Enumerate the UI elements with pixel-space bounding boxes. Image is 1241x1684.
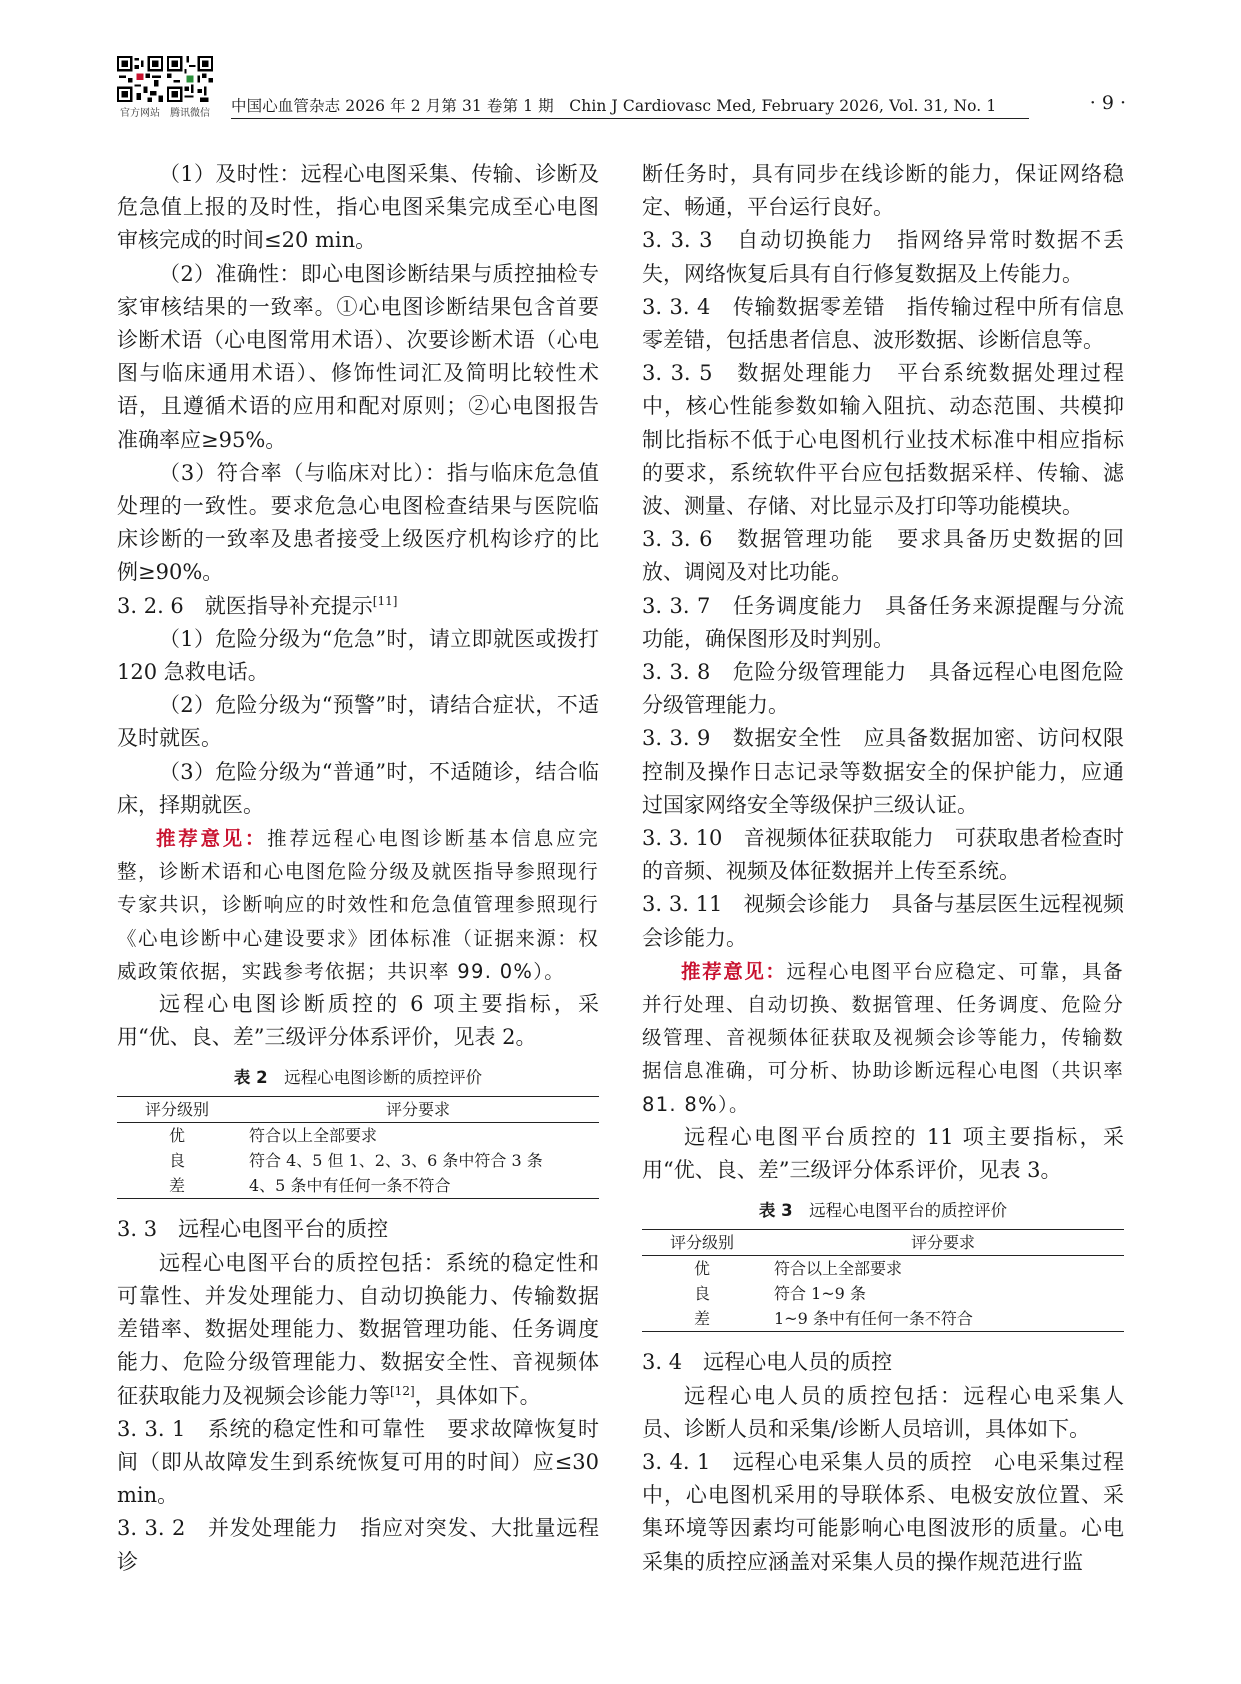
- table-cell: 优: [693, 1259, 710, 1279]
- section-heading-3-2-6: [117, 590, 599, 623]
- header-rule: [231, 118, 1029, 119]
- recommendation-label: 推荐意见：: [156, 827, 268, 851]
- paragraph-text: ，具体如下。: [414, 1383, 541, 1408]
- citation-ref[interactable]: [12]: [390, 1383, 415, 1398]
- table-2-grid: [117, 1096, 599, 1199]
- paragraph-platform-qc: [117, 1247, 599, 1413]
- table-cell: 符合 4、5 但 1、2、3、6 条中符合 3 条: [249, 1151, 543, 1171]
- table-3-caption: [642, 1199, 1124, 1223]
- left-column: [117, 158, 599, 1579]
- paragraph-accuracy: （2）准确性：即心电图诊断结果与质控抽检专家审核结果的一致率。①心电图诊断结果包含首要诊断术语（心电图常用术语）、次要诊断术语（心电图与临床通用术语）、修饰性词汇及简明比较性术语，且遵循术语的应用和配对原则；②心电图报告准确率应≥95%。: [117, 261, 599, 452]
- table-row: [642, 1256, 1124, 1282]
- paragraph-3-3-6: 3. 3. 6 数据管理功能 要求具备历史数据的回放、调阅及对比功能。: [642, 527, 1124, 585]
- table-row: [117, 1148, 599, 1173]
- paragraph-normal: （3）危险分级为“普通”时，不适随诊，结合临床，择期就医。: [117, 759, 599, 817]
- paragraph-3-3-2-continued: 断任务时，具有同步在线诊断的能力，保证网络稳定、畅通，平台运行良好。: [642, 162, 1124, 220]
- section-heading-3-4: 3. 4 远程心电人员的质控: [642, 1350, 893, 1375]
- paragraph-text: 远程心电图平台的质控包括：系统的稳定性和可靠性、并发处理能力、自动切换能力、传输数据差错率、数据处理能力、数据管理功能、任务调度能力、危险分级管理能力、数据安全性、音视频体征获取能力及视频会诊能力等: [117, 1250, 599, 1408]
- recommendation-label: 推荐意见：: [681, 959, 787, 983]
- paragraph-table2-intro: 远程心电图诊断质控的 6 项主要指标，采用“优、良、差”三级评分体系评价，见表 2。: [117, 992, 599, 1050]
- paragraph-3-3-2: 3. 3. 2 并发处理能力 指应对突发、大批量远程诊: [117, 1516, 599, 1574]
- qr-label-wechat: 腾讯微信: [170, 108, 210, 119]
- table-2-caption: [117, 1066, 599, 1090]
- paragraph-warning: （2）危险分级为“预警”时，请结合症状，不适及时就医。: [117, 693, 599, 751]
- table-row: [642, 1281, 1124, 1306]
- table-cell: 差: [117, 1173, 237, 1199]
- table-row: [642, 1306, 1124, 1332]
- table-cell: 符合以上全部要求: [774, 1259, 903, 1279]
- table-cell: 差: [642, 1306, 762, 1332]
- table-header-cell: 评分要求: [762, 1230, 1124, 1256]
- paragraph-3-4-1: 3. 4. 1 远程心电采集人员的质控 心电采集过程中，心电图机采用的导联体系、电极安放位置、采集环境等因素均可能影响心电图波形的质量。心电采集的质控应涵盖对采集人员的操作规范进行监: [642, 1449, 1124, 1574]
- table-row: [117, 1123, 599, 1149]
- table-cell: 良: [168, 1151, 185, 1171]
- qr-code-wechat-icon[interactable]: [167, 56, 213, 102]
- qr-code-website-icon[interactable]: [117, 56, 163, 102]
- table-2-label: 表 2: [233, 1068, 268, 1088]
- table-header-cell: 评分要求: [237, 1097, 599, 1123]
- paragraph-3-3-11: 3. 3. 11 视频会诊能力 具备与基层医生远程视频会诊能力。: [642, 892, 1124, 950]
- table-2: [117, 1066, 599, 1199]
- table-cell: 良: [693, 1284, 710, 1304]
- table-3-grid: [642, 1229, 1124, 1332]
- paragraph-3-3-8: 3. 3. 8 危险分级管理能力 具备远程心电图危险分级管理能力。: [642, 660, 1124, 718]
- paragraph-table3-intro: 远程心电图平台质控的 11 项主要指标，采用“优、良、差”三级评分体系评价，见表 3。: [642, 1124, 1124, 1183]
- table-header-cell: 评分级别: [117, 1097, 237, 1123]
- paragraph-concordance: （3）符合率（与临床对比）：指与临床危急值处理的一致性。要求危急心电图检查结果与医院临床诊断的一致率及患者接受上级医疗机构诊疗的比例≥90%。: [117, 460, 599, 585]
- paragraph-3-3-5: 3. 3. 5 数据处理能力 平台系统数据处理过程中，核心性能参数如输入阻抗、动态范围、共模抑制比指标不低于心电图机行业技术标准中相应指标的要求，系统软件平台应包括数据采样、传输、滤波、测量、存储、对比显示及打印等功能模块。: [642, 361, 1124, 519]
- table-row: [117, 1173, 599, 1199]
- paragraph-3-3-10: 3. 3. 10 音视频体征获取能力 可获取患者检查时的音频、视频及体征数据并上传至系统。: [642, 826, 1124, 884]
- paragraph-timeliness: （1）及时性：远程心电图采集、传输、诊断及危急值上报的及时性，指心电图采集完成至心电图审核完成的时间≤20 min。: [117, 162, 599, 253]
- recommendation-block: [117, 822, 599, 988]
- page-header: [117, 52, 1126, 122]
- paragraph-3-3-7: 3. 3. 7 任务调度能力 具备任务来源提醒与分流功能，确保图形及时判别。: [642, 593, 1124, 651]
- table-3-title: 远程心电图平台的质控评价: [809, 1201, 1008, 1221]
- page-number: · 9 ·: [1089, 92, 1126, 114]
- recommendation-text: 远程心电图平台应稳定、可靠，具备并行处理、自动切换、数据管理、任务调度、危险分级管理、音视频体征获取及视频会诊等能力，传输数据信息准确，可分析、协助诊断远程心电图（共识率 81. 8%）。: [642, 959, 1124, 1116]
- heading-text: 3. 2. 6 就医指导补充提示: [117, 593, 373, 618]
- table-3: [642, 1199, 1124, 1332]
- recommendation-text: 推荐远程心电图诊断基本信息应完整，诊断术语和心电图危险分级及就医指导参照现行专家共识，诊断响应的时效性和危急值管理参照现行《心电诊断中心建设要求》团体标准（证据来源：权威政策依据，实践参考依据；共识率 99. 0%）。: [117, 827, 599, 983]
- table-header-row: [117, 1097, 599, 1123]
- paragraph-3-3-4: 3. 3. 4 传输数据零差错 指传输过程中所有信息零差错，包括患者信息、波形数据、诊断信息等。: [642, 294, 1124, 353]
- citation-ref[interactable]: [11]: [372, 593, 398, 608]
- section-heading-3-3: 3. 3 远程心电图平台的质控: [117, 1217, 389, 1242]
- paragraph-3-3-9: 3. 3. 9 数据安全性 应具备数据加密、访问权限控制及操作日志记录等数据安全的保护能力，应通过国家网络安全等级保护三级认证。: [642, 726, 1124, 817]
- paragraph-3-3-3: 3. 3. 3 自动切换能力 指网络异常时数据不丢失，网络恢复后具有自行修复数据及上传能力。: [642, 228, 1124, 286]
- paragraph-critical: （1）危险分级为“危急”时，请立即就医或拨打 120 急救电话。: [117, 626, 599, 685]
- table-header-cell: 评分级别: [642, 1230, 762, 1256]
- table-cell: 符合以上全部要求: [249, 1126, 378, 1146]
- table-header-row: [642, 1230, 1124, 1256]
- paragraph-staff-qc: 远程心电人员的质控包括：远程心电采集人员、诊断人员和采集/诊断人员培训，具体如下。: [642, 1383, 1124, 1441]
- paragraph-3-3-1: 3. 3. 1 系统的稳定性和可靠性 要求故障恢复时间（即从故障发生到系统恢复可用的时间）应≤30 min。: [117, 1416, 599, 1508]
- table-3-label: 表 3: [758, 1201, 793, 1221]
- recommendation-block: [642, 955, 1124, 1121]
- table-cell: 1~9 条中有任何一条不符合: [762, 1306, 1124, 1332]
- table-cell: 4、5 条中有任何一条不符合: [237, 1173, 599, 1199]
- right-column: [642, 158, 1124, 1579]
- journal-citation-line: 中国心血管杂志 2026 年 2 月第 31 卷第 1 期 Chin J Cardiovasc Med, February 2026, Vol. 31, No. 1: [231, 97, 997, 115]
- table-cell: 符合 1~9 条: [774, 1284, 866, 1304]
- table-cell: 优: [168, 1126, 185, 1146]
- table-2-title: 远程心电图诊断的质控评价: [284, 1068, 483, 1088]
- qr-label-website: 官方网站: [120, 108, 160, 119]
